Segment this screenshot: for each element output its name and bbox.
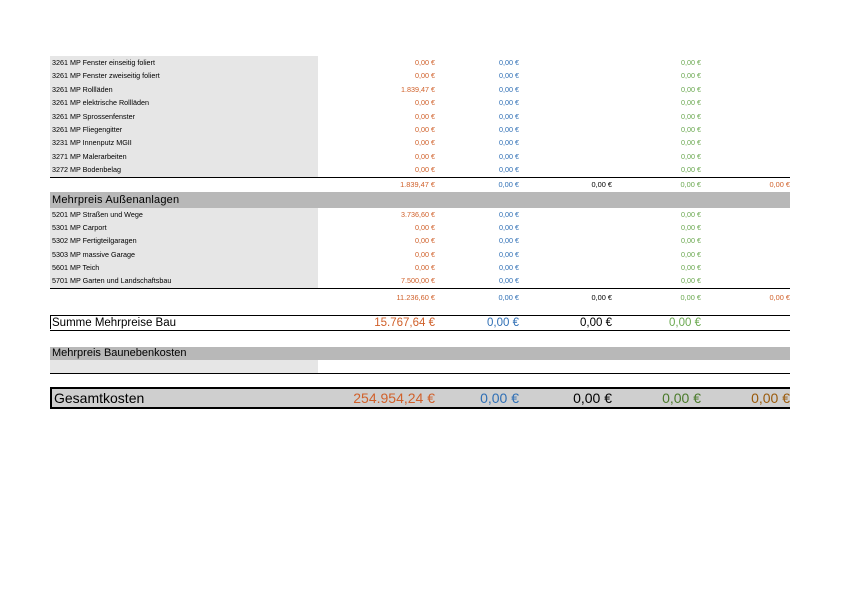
item-name: 5301 MP Carport (52, 222, 107, 232)
item-name: 5302 MP Fertigteilgaragen (52, 236, 137, 246)
summe-label: Summe Mehrpreise Bau (52, 316, 176, 329)
summe-row (50, 315, 790, 331)
group1-subtotal-v4: 0,00 € (680, 179, 701, 189)
item-v4: 0,00 € (681, 151, 701, 161)
item-name: 3261 MP Rollläden (52, 84, 113, 94)
item-v2: 0,00 € (499, 263, 519, 273)
item-v2: 0,00 € (499, 236, 519, 246)
item-v4: 0,00 € (681, 222, 701, 232)
table-row (50, 221, 790, 234)
item-v4: 0,00 € (681, 98, 701, 108)
group2-subtotal-v4: 0,00 € (680, 292, 701, 302)
group1-subtotal-v5: 0,00 € (769, 179, 790, 189)
item-v1: 0,00 € (415, 138, 435, 148)
item-v4: 0,00 € (681, 165, 701, 175)
table-row (50, 274, 790, 287)
group2-subtotal-v2: 0,00 € (498, 292, 519, 302)
item-v2: 0,00 € (499, 151, 519, 161)
item-v1: 0,00 € (415, 98, 435, 108)
item-v4: 0,00 € (681, 236, 701, 246)
item-v1: 0,00 € (415, 222, 435, 232)
table-row (50, 83, 790, 96)
group2-subtotal-v1: 11.236,60 € (396, 292, 435, 302)
item-name: 5701 MP Garten und Landschaftsbau (52, 276, 172, 286)
group2-subtotal-row (50, 288, 790, 307)
group1-subtotal-v2: 0,00 € (498, 179, 519, 189)
summe-v4: 0,00 € (669, 316, 701, 329)
item-v1: 0,00 € (415, 71, 435, 81)
table-row (50, 110, 790, 123)
item-v2: 0,00 € (499, 222, 519, 232)
item-v1: 1.839,47 € (401, 84, 435, 94)
item-v1: 0,00 € (415, 236, 435, 246)
table-row (50, 248, 790, 261)
item-v2: 0,00 € (499, 249, 519, 259)
group2-subtotal-v3: 0,00 € (591, 292, 612, 302)
nebenkosten-title: Mehrpreis Baunebenkosten (52, 346, 187, 359)
item-v4: 0,00 € (681, 276, 701, 286)
table-row (50, 56, 790, 69)
item-v1: 7.500,00 € (401, 276, 435, 286)
summe-v3: 0,00 € (580, 316, 612, 329)
item-v1: 0,00 € (415, 249, 435, 259)
item-v2: 0,00 € (499, 84, 519, 94)
item-v4: 0,00 € (681, 71, 701, 81)
gesamt-v3: 0,00 € (573, 389, 612, 406)
gesamt-v1: 254.954,24 € (353, 389, 435, 406)
item-name: 3271 MP Malerarbeiten (52, 151, 127, 161)
item-v1: 0,00 € (415, 124, 435, 134)
group2-header (50, 192, 790, 208)
item-v2: 0,00 € (499, 57, 519, 67)
item-v4: 0,00 € (681, 124, 701, 134)
summe-v2: 0,00 € (487, 316, 519, 329)
item-v1: 0,00 € (415, 111, 435, 121)
item-v2: 0,00 € (499, 98, 519, 108)
item-v2: 0,00 € (499, 124, 519, 134)
group2-title: Mehrpreis Außenanlagen (52, 193, 180, 206)
table-row (50, 96, 790, 109)
table-row (50, 123, 790, 136)
group2-items (50, 208, 790, 288)
table-row (50, 208, 790, 221)
gesamt-v4: 0,00 € (662, 389, 701, 406)
group1-subtotal-row (50, 177, 790, 192)
item-v4: 0,00 € (681, 209, 701, 219)
item-v4: 0,00 € (681, 138, 701, 148)
nebenkosten-header (50, 347, 790, 360)
gesamt-row (50, 387, 790, 409)
item-name: 5201 MP Straßen und Wege (52, 209, 143, 219)
table-row (50, 163, 790, 176)
table-row (50, 234, 790, 247)
item-v4: 0,00 € (681, 111, 701, 121)
group1-items (50, 56, 790, 177)
item-name: 3261 MP Sprossenfenster (52, 111, 135, 121)
group1-subtotal-v3: 0,00 € (591, 179, 612, 189)
item-v2: 0,00 € (499, 138, 519, 148)
item-name: 3261 MP Fenster zweiseitig foliert (52, 71, 160, 81)
item-v1: 3.736,60 € (401, 209, 435, 219)
item-v2: 0,00 € (499, 111, 519, 121)
item-name: 5303 MP massive Garage (52, 249, 135, 259)
gesamt-label: Gesamtkosten (54, 389, 145, 406)
item-v4: 0,00 € (681, 57, 701, 67)
item-v1: 0,00 € (415, 263, 435, 273)
group1-subtotal-v1: 1.839,47 € (400, 179, 435, 189)
item-v1: 0,00 € (415, 165, 435, 175)
item-name: 3261 MP Fliegengitter (52, 124, 123, 134)
summe-v1: 15.767,64 € (374, 316, 435, 329)
item-v4: 0,00 € (681, 84, 701, 94)
item-v4: 0,00 € (681, 249, 701, 259)
item-v2: 0,00 € (499, 276, 519, 286)
table-row (50, 150, 790, 163)
item-name: 5601 MP Teich (52, 263, 100, 273)
item-v1: 0,00 € (415, 57, 435, 67)
item-v4: 0,00 € (681, 263, 701, 273)
item-v2: 0,00 € (499, 165, 519, 175)
table-row (50, 69, 790, 82)
nebenkosten-blank-row (50, 360, 790, 373)
item-v2: 0,00 € (499, 209, 519, 219)
gesamt-v5: 0,00 € (751, 389, 790, 406)
table-row (50, 136, 790, 149)
table-row (50, 261, 790, 274)
item-name: 3261 MP elektrische Rollläden (52, 98, 149, 108)
cost-sheet (50, 56, 790, 409)
item-v1: 0,00 € (415, 151, 435, 161)
group2-subtotal-v5: 0,00 € (769, 292, 790, 302)
gesamt-v2: 0,00 € (480, 389, 519, 406)
item-name: 3261 MP Fenster einseitig foliert (52, 57, 155, 67)
item-name: 3231 MP Innenputz MGII (52, 138, 132, 148)
item-name: 3272 MP Bodenbelag (52, 165, 122, 175)
item-v2: 0,00 € (499, 71, 519, 81)
